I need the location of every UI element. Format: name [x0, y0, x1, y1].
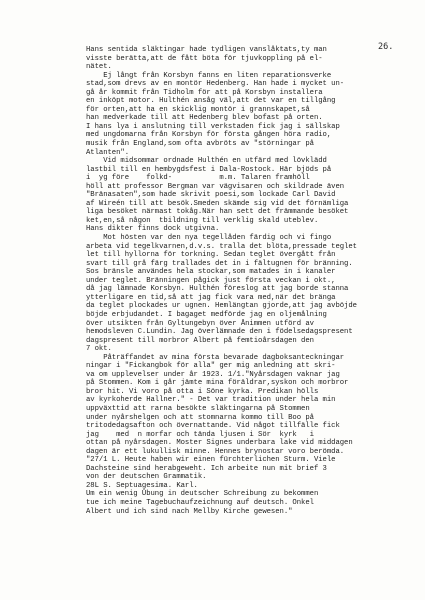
text-line: tue ich meine Tagebuchaufzeichnung auf deutsch. Onkel	[86, 498, 314, 507]
text-line: musik från England,som ofta avbröts av "störningar på	[86, 140, 314, 149]
text-line: nätet.	[86, 63, 112, 72]
text-line: under nyårshelgen och att stomnarna kommo till Boo på	[86, 413, 314, 422]
text-line: svart till grå färg trallades det in i fältugnen för bränning.	[86, 259, 353, 268]
text-line: lastbil till en hembygdsfest i Dala-Rostock. Här bjöds på	[86, 165, 332, 174]
text-line: Atlanten".	[86, 148, 130, 157]
text-line: ottan på nyårsdagen. Moster Signes underbara lake vid middagen	[86, 439, 353, 448]
text-line: han medverkade till att Hedenberg blev bofast på orten.	[86, 114, 323, 123]
text-line: visste berätta,att de fått böta för tjuvkoppling på el-	[86, 54, 323, 63]
text-line: da teglet plockades ur ugnen. Hemlängtan gjorde,att jag avböjde	[86, 302, 357, 311]
text-line: över utsikten från Gyltungebyn över Ånimmen utförd av	[86, 319, 314, 328]
text-line: dagen är ett lukullisk minne. Hennes brynostar voro berömda.	[86, 447, 345, 456]
text-line: 28L S. Septuagesima. Karl.	[86, 481, 198, 490]
text-line: ket,en,så någon tbildning till verklig skald uteblev.	[86, 216, 319, 225]
page-number: 26.	[378, 42, 394, 52]
text-line: i yg före folkd- m.m. Talaren framhöll	[86, 174, 310, 183]
text-line: Hans sentida släktingar hade tydligen vanslåktats,ty man	[86, 46, 327, 54]
text-line: va om upplevelser under år 1923. 1/1."Nyårsdagen vaknar jag	[86, 370, 340, 379]
text-line: för orten,att ha en skicklig montör i grannskapet,så	[86, 105, 310, 114]
text-line: Albert und ich sind nach Mellby Kirche gewesen."	[86, 507, 293, 516]
text-line: I hans lya i anslutning till verkstaden fick jag i sällskap	[86, 122, 340, 131]
text-line: af Wireén till att besök.Smeden skämde sig vid det förnämliga	[86, 199, 349, 208]
text-line: Vid midsommar ordnade Hulthén en utfärd med lövklädd	[86, 157, 327, 166]
text-line: ningar i "Fickangbok för alla" ger mig anledning att skri-	[86, 362, 336, 371]
text-line: uppväxttid att rarna besökte släktingarna på Stommen	[86, 404, 310, 413]
text-line: en inköpt motor. Hulthén ansåg väl,att det var en tillgång	[86, 97, 336, 106]
text-line: på Stommen. Kom i går jämte mina föräldrar,syskon och morbror	[86, 379, 349, 388]
text-line: Dachsteine sind herabgeweht. Ich arbeite nun mit brief 3	[86, 464, 327, 473]
text-line: höll att professor Bergman var vägvisaren och skildrade även	[86, 182, 345, 191]
text-line: hemodsleven C.Lundin. Jag överlämnade den i födelsedagspresent	[86, 328, 353, 337]
text-line: under teglet. Bränningen pågick just första veckan i okt.,	[86, 276, 336, 285]
text-line: "Bränasaten",som hade skrivit poesi,som lockade Carl David	[86, 191, 336, 200]
text-line: arbeta vid tegelkvarnen,d.v.s. tralla det blöta,pressade teglet	[86, 242, 357, 251]
text-line: stad,som drevs av en montör Hedenberg. Han hade i mycket un-	[86, 80, 345, 89]
text-line: tritodedagsafton och övernattande. Vid något tillfälle fick	[86, 422, 340, 431]
text-line: Påträffandet av mina första bevarade dagboksanteckningar	[86, 353, 345, 362]
text-line: jag med n morfar och tända ljusen i Sör kyrk i	[86, 430, 314, 439]
text-line: liga besöket närmast tokåg.När han sett det främmande besöket	[86, 208, 349, 217]
text-line: ytterligare en tid,så att jag fick vara med,när det bränga	[86, 293, 336, 302]
text-line: von der deutschen Grammatik.	[86, 473, 207, 482]
text-line: Mot hösten var den nya tegellåden färdig och vi fingo	[86, 234, 332, 243]
typewritten-body	[86, 46, 422, 516]
text-line: med ungdomarna från Korsbyn för första gången höra radio,	[86, 131, 332, 140]
text-line: let till hyllorna för torkning. Sedan teglet övergått från	[86, 251, 336, 260]
text-line: Um ein wenig Übung in deutscher Schreibung zu bekommen	[86, 490, 319, 499]
text-line: 7 okt.	[86, 345, 112, 354]
text-line: Sos bränsle användes hela stockar,som matades in i kanaler	[86, 268, 336, 277]
text-line: av kyrkoherde Hallner." - Det var tradition under hela min	[86, 396, 336, 405]
text-line: då jag lämnade Korsbyn. Hulthén föreslog att jag borde stanna	[86, 285, 349, 294]
text-line: dagspresent till morbror Albert på femtioårsdagen den	[86, 336, 314, 345]
text-line: Hans dikter finns dock utgivna.	[86, 225, 220, 234]
text-line: Ej långt från Korsbyn fanns en liten reparationsverke	[86, 71, 332, 80]
text-line: "27/1 L. Heute haben wir einen fürchterlichen Sturm. Viele	[86, 456, 336, 465]
text-line: bror hit. Vi voro på otta i Söne kyrka. Predikan hölls	[86, 387, 319, 396]
text-line: böjde erbjudandet. I bagaget medförde jag en oljemålning	[86, 310, 327, 319]
text-line: gå år kommit från Tidholm för att på Korsbyn installera	[86, 88, 323, 97]
